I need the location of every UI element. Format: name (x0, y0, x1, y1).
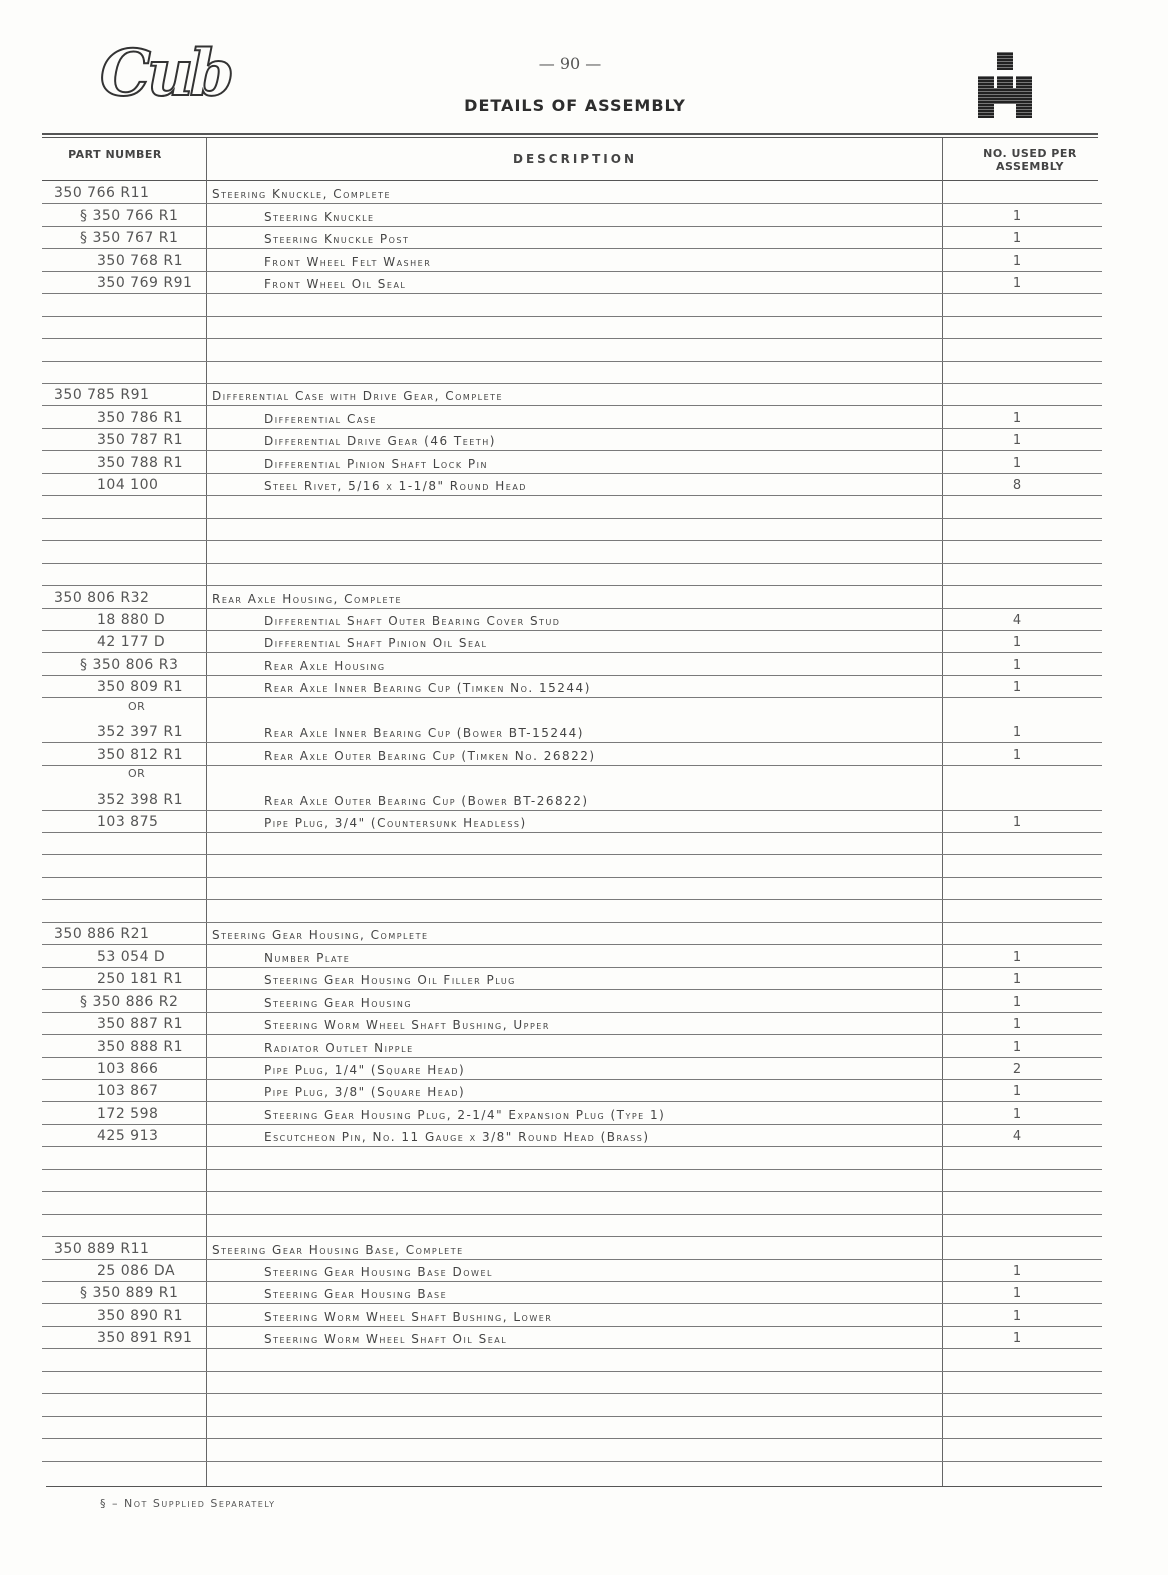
table-row (42, 429, 1102, 451)
part-number: 350 809 R1 (97, 679, 183, 696)
column-header-description: DESCRIPTION (512, 152, 637, 166)
part-description: Rear Axle Outer Bearing Cup (Bower BT-26822) (264, 793, 589, 808)
table-row (42, 833, 1102, 855)
part-number: 103 867 (97, 1083, 159, 1100)
part-number: 350 787 R1 (97, 432, 183, 449)
quantity: 1 (1012, 1017, 1022, 1033)
quantity: 1 (1012, 1331, 1022, 1347)
quantity: 1 (1012, 410, 1022, 426)
table-row (42, 1327, 1102, 1349)
part-description: Rear Axle Outer Bearing Cup (Timken No. 26822) (264, 748, 596, 763)
table-row (42, 586, 1102, 608)
table-row (42, 564, 1102, 586)
part-number: § 350 766 R1 (80, 207, 179, 224)
quantity: 1 (1012, 635, 1022, 651)
part-number: 250 181 R1 (97, 971, 183, 988)
column-header-part-number: PART NUMBER (68, 148, 162, 161)
quantity: 1 (1012, 747, 1022, 763)
part-description: Steering Gear Housing Base (264, 1287, 448, 1302)
table-row (42, 923, 1102, 945)
table-row (42, 968, 1102, 990)
table-row (42, 519, 1102, 541)
quantity: 1 (1012, 253, 1022, 269)
table-row (42, 496, 1102, 518)
part-description: Differential Shaft Pinion Oil Seal (264, 636, 488, 651)
part-number: 350 888 R1 (97, 1038, 183, 1055)
table-row (42, 384, 1102, 406)
quantity: 1 (1012, 680, 1022, 696)
part-number: 425 913 (97, 1128, 159, 1145)
part-number: 25 086 DA (97, 1263, 176, 1280)
footnote: § – Not Supplied Separately (100, 1497, 276, 1510)
part-number: 350 890 R1 (97, 1307, 183, 1324)
quantity: 4 (1012, 612, 1022, 628)
table-row (42, 653, 1102, 675)
part-number: 352 398 R1 (97, 791, 183, 808)
part-description: Rear Axle Housing, Complete (212, 591, 403, 606)
quantity: 1 (1012, 657, 1022, 673)
bottom-rule (46, 1486, 1102, 1487)
table-row (42, 204, 1102, 226)
table-row (42, 1394, 1102, 1416)
part-number: OR (128, 767, 146, 781)
part-number: 350 806 R32 (54, 589, 150, 606)
part-description: Escutcheon Pin, No. 11 Gauge x 3/8" Round Head (Brass) (264, 1130, 650, 1145)
quantity: 1 (1012, 231, 1022, 247)
table-row (42, 1305, 1102, 1327)
table-row (42, 676, 1102, 698)
header-bottom-rule (42, 180, 1098, 181)
quantity: 1 (1012, 972, 1022, 988)
part-description: Steel Rivet, 5/16 x 1-1/8" Round Head (264, 479, 527, 494)
table-row (42, 407, 1102, 429)
part-number: 172 598 (97, 1105, 159, 1122)
table-row (42, 362, 1102, 384)
part-description: Rear Axle Housing (264, 658, 386, 673)
part-description: Steering Gear Housing (264, 995, 413, 1010)
quantity: 1 (1012, 1106, 1022, 1122)
table-row (42, 698, 1102, 720)
part-description: Front Wheel Oil Seal (264, 277, 407, 292)
part-description: Front Wheel Felt Washer (264, 254, 432, 269)
part-description: Steering Knuckle Post (264, 232, 410, 247)
quantity: 1 (1012, 1308, 1022, 1324)
table-row (42, 878, 1102, 900)
table-row (42, 1147, 1102, 1169)
quantity: 1 (1012, 1084, 1022, 1100)
page-title: DETAILS OF ASSEMBLY (464, 96, 686, 115)
table-row (42, 945, 1102, 967)
table-row (42, 1237, 1102, 1259)
part-number: 103 866 (97, 1060, 159, 1077)
row-rule (42, 1461, 1102, 1462)
page-number: — 90 — (538, 54, 602, 73)
table-row (42, 609, 1102, 631)
table-row (42, 1102, 1102, 1124)
table-row (42, 249, 1102, 271)
part-description: Pipe Plug, 3/8" (Square Head) (264, 1085, 466, 1100)
quantity: 1 (1012, 276, 1022, 292)
quantity: 1 (1012, 455, 1022, 471)
part-description: Differential Pinion Shaft Lock Pin (264, 456, 488, 471)
table-row (42, 1035, 1102, 1057)
part-description: Steering Worm Wheel Shaft Bushing, Upper (264, 1018, 550, 1033)
table-row (42, 474, 1102, 496)
part-number: § 350 767 R1 (80, 230, 179, 247)
table-row (42, 743, 1102, 765)
table-row (42, 1417, 1102, 1439)
ih-logo-icon (978, 52, 1032, 118)
table-row (42, 900, 1102, 922)
table-row (42, 272, 1102, 294)
part-description: Steering Gear Housing Plug, 2-1/4" Expansion Plug (Type 1) (264, 1107, 666, 1122)
table-row (42, 182, 1102, 204)
table-row (42, 856, 1102, 878)
part-description: Pipe Plug, 1/4" (Square Head) (264, 1062, 466, 1077)
quantity: 1 (1012, 994, 1022, 1010)
table-row (42, 811, 1102, 833)
part-number: 350 785 R91 (54, 387, 150, 404)
part-description: Rear Axle Inner Bearing Cup (Timken No. 15244) (264, 681, 591, 696)
table-row (42, 451, 1102, 473)
table-row (42, 1170, 1102, 1192)
table-row (42, 766, 1102, 788)
quantity: 1 (1012, 1039, 1022, 1055)
table-row (42, 1058, 1102, 1080)
part-number: 350 768 R1 (97, 252, 183, 269)
table-row (42, 1372, 1102, 1394)
part-number: 18 880 D (97, 611, 166, 628)
part-number: § 350 806 R3 (80, 656, 179, 673)
part-number: 350 812 R1 (97, 746, 183, 763)
part-number: 53 054 D (97, 948, 166, 965)
part-description: Radiator Outlet Nipple (264, 1040, 414, 1055)
part-number: 350 788 R1 (97, 454, 183, 471)
table-row (42, 1439, 1102, 1461)
part-description: Differential Case (264, 411, 377, 426)
part-number: 42 177 D (97, 634, 166, 651)
part-description: Number Plate (264, 950, 351, 965)
part-number: 350 887 R1 (97, 1016, 183, 1033)
part-description: Steering Gear Housing Oil Filler Plug (264, 973, 516, 988)
part-description: Rear Axle Inner Bearing Cup (Bower BT-15244) (264, 726, 584, 741)
table-row (42, 541, 1102, 563)
table-row (42, 788, 1102, 810)
quantity: 2 (1012, 1061, 1022, 1077)
table-row (42, 1282, 1102, 1304)
part-number: 350 766 R11 (54, 185, 150, 202)
part-number: OR (128, 699, 146, 713)
part-number: § 350 886 R2 (80, 993, 179, 1010)
part-description: Differential Shaft Outer Bearing Cover Stud (264, 613, 561, 628)
part-number: 350 769 R91 (97, 275, 193, 292)
table-row (42, 631, 1102, 653)
table-row (42, 990, 1102, 1012)
quantity: 1 (1012, 1286, 1022, 1302)
quantity: 1 (1012, 433, 1022, 449)
part-number: 104 100 (97, 477, 159, 494)
quantity: 1 (1012, 949, 1022, 965)
table-row (42, 294, 1102, 316)
part-description: Steering Worm Wheel Shaft Bushing, Lower (264, 1309, 553, 1324)
quantity: 1 (1012, 208, 1022, 224)
quantity: 8 (1012, 478, 1022, 494)
part-description: Steering Worm Wheel Shaft Oil Seal (264, 1332, 508, 1347)
part-number: 350 891 R91 (97, 1330, 193, 1347)
table-row (42, 227, 1102, 249)
column-header-quantity: NO. USED PER ASSEMBLY (983, 147, 1077, 173)
table-row (42, 317, 1102, 339)
table-row (42, 1192, 1102, 1214)
part-number: 103 875 (97, 814, 159, 831)
quantity: 1 (1012, 725, 1022, 741)
table-row (42, 1013, 1102, 1035)
quantity: 4 (1012, 1129, 1022, 1145)
table-row (42, 339, 1102, 361)
part-description: Steering Gear Housing Base Dowel (264, 1265, 493, 1280)
table-row (42, 721, 1102, 743)
part-number: 350 886 R21 (54, 926, 150, 943)
part-description: Steering Gear Housing, Complete (212, 928, 429, 943)
part-description: Differential Drive Gear (46 Teeth) (264, 434, 496, 449)
quantity: 1 (1012, 1264, 1022, 1280)
table-row (42, 1215, 1102, 1237)
table-row (42, 1349, 1102, 1371)
part-description: Steering Gear Housing Base, Complete (212, 1242, 464, 1257)
cub-logo: Cub (100, 36, 231, 111)
table-row (42, 1260, 1102, 1282)
part-description: Differential Case with Drive Gear, Complete (212, 389, 504, 404)
quantity: 1 (1012, 815, 1022, 831)
top-rule (42, 133, 1098, 135)
part-description: Pipe Plug, 3/4" (Countersunk Headless) (264, 816, 527, 831)
part-description: Steering Knuckle, Complete (212, 187, 392, 202)
top-rule-thin (42, 137, 1098, 138)
table-row (42, 1125, 1102, 1147)
part-number: 350 889 R11 (54, 1240, 150, 1257)
part-description: Steering Knuckle (264, 209, 375, 224)
part-number: 350 786 R1 (97, 409, 183, 426)
part-number: 352 397 R1 (97, 724, 183, 741)
part-number: § 350 889 R1 (80, 1285, 179, 1302)
table-row (42, 1080, 1102, 1102)
